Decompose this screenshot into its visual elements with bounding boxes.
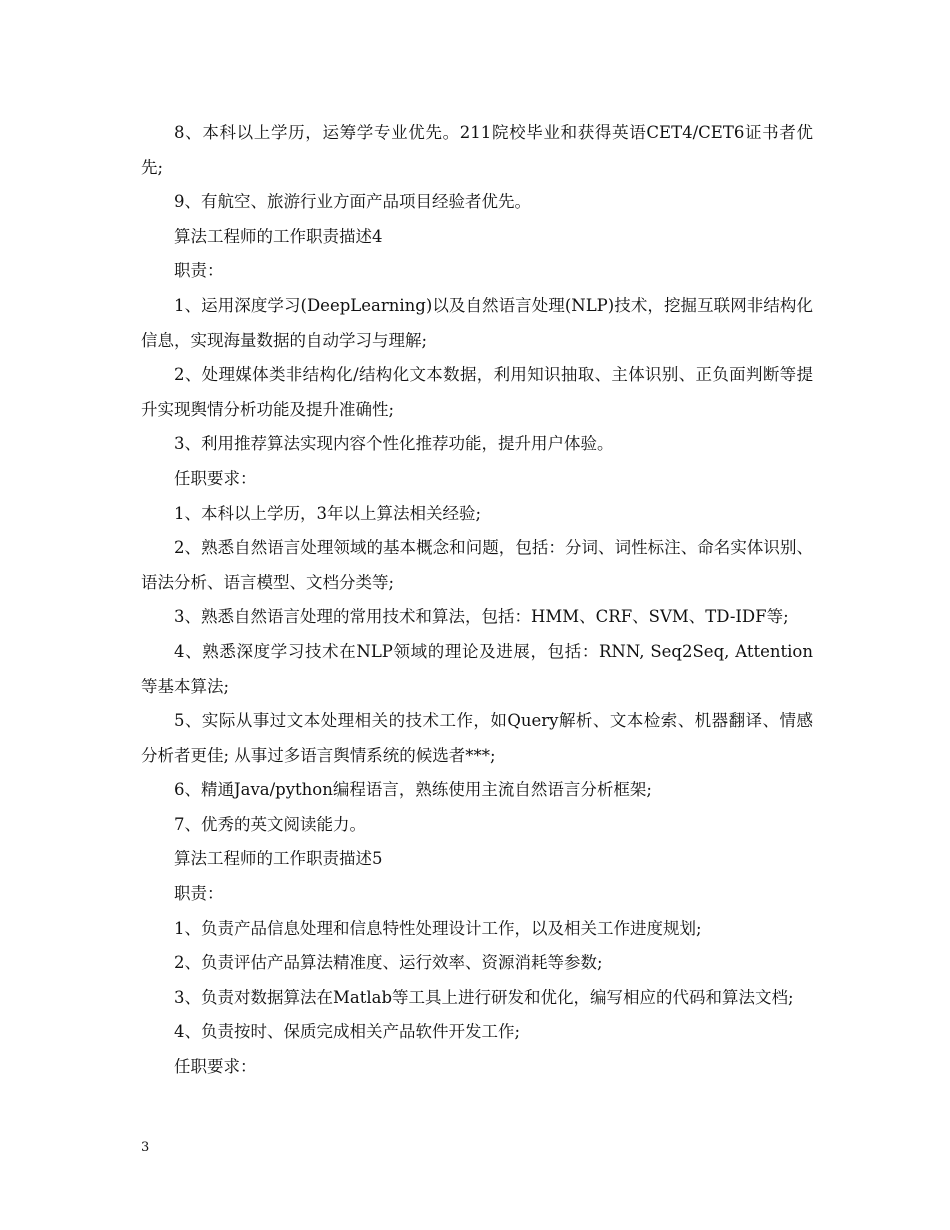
requirements-label-5: 任职要求： xyxy=(174,1057,257,1077)
duty-item-5-2: 2、负责评估产品算法精准度、运行效率、资源消耗等参数; xyxy=(174,953,603,973)
requirement-item-4: 4、熟悉深度学习技术在NLP领域的理论及进展，包括：RNN, Seq2Seq, Attention等基本算法; xyxy=(141,641,813,696)
duty-item-5-3: 3、负责对数据算法在Matlab等工具上进行研发和优化，编写相应的代码和算法文档; xyxy=(174,987,794,1007)
paragraph-requirement-8: 8、本科以上学历，运筹学专业优先。211院校毕业和获得英语CET4/CET6证书者优先; xyxy=(141,123,813,177)
duty-item-1: 1、运用深度学习(DeepLearning)以及自然语言处理(NLP)技术，挖掘互联网非结构化信息，实现海量数据的自动学习与理解; xyxy=(141,295,813,350)
requirement-item-3: 3、熟悉自然语言处理的常用技术和算法，包括：HMM、CRF、SVM、TD-IDF等; xyxy=(174,607,789,627)
section-heading-4: 算法工程师的工作职责描述4 xyxy=(174,226,383,246)
duty-item-5-1: 1、负责产品信息处理和信息特性处理设计工作，以及相关工作进度规划; xyxy=(174,918,702,938)
duties-label-5: 职责： xyxy=(174,884,224,904)
requirement-item-6: 6、精通Java/python编程语言，熟练使用主流自然语言分析框架; xyxy=(174,780,652,800)
requirement-item-1: 1、本科以上学历，3年以上算法相关经验; xyxy=(174,503,482,523)
requirement-item-5: 5、实际从事过文本处理相关的技术工作，如Query解析、文本检索、机器翻译、情感分析者更佳; 从事过多语言舆情系统的候选者***; xyxy=(141,711,813,765)
requirement-item-7: 7、优秀的英文阅读能力。 xyxy=(174,814,366,834)
section-heading-5: 算法工程师的工作职责描述5 xyxy=(174,849,383,869)
duty-item-5-4: 4、负责按时、保质完成相关产品软件开发工作; xyxy=(174,1022,521,1042)
requirements-label: 任职要求： xyxy=(174,468,257,488)
document-body xyxy=(141,116,813,1085)
duty-item-3: 3、利用推荐算法实现内容个性化推荐功能，提升用户体验。 xyxy=(174,434,614,454)
page-number: 3 xyxy=(141,1140,150,1155)
duties-label: 职责： xyxy=(174,261,224,281)
paragraph-requirement-9: 9、有航空、旅游行业方面产品项目经验者优先。 xyxy=(174,192,531,212)
requirement-item-2: 2、熟悉自然语言处理领域的基本概念和问题，包括：分词、词性标注、命名实体识别、语法分析、语言模型、文档分类等; xyxy=(141,538,813,592)
duty-item-2: 2、处理媒体类非结构化/结构化文本数据，利用知识抽取、主体识别、正负面判断等提升实现舆情分析功能及提升准确性; xyxy=(141,365,813,419)
